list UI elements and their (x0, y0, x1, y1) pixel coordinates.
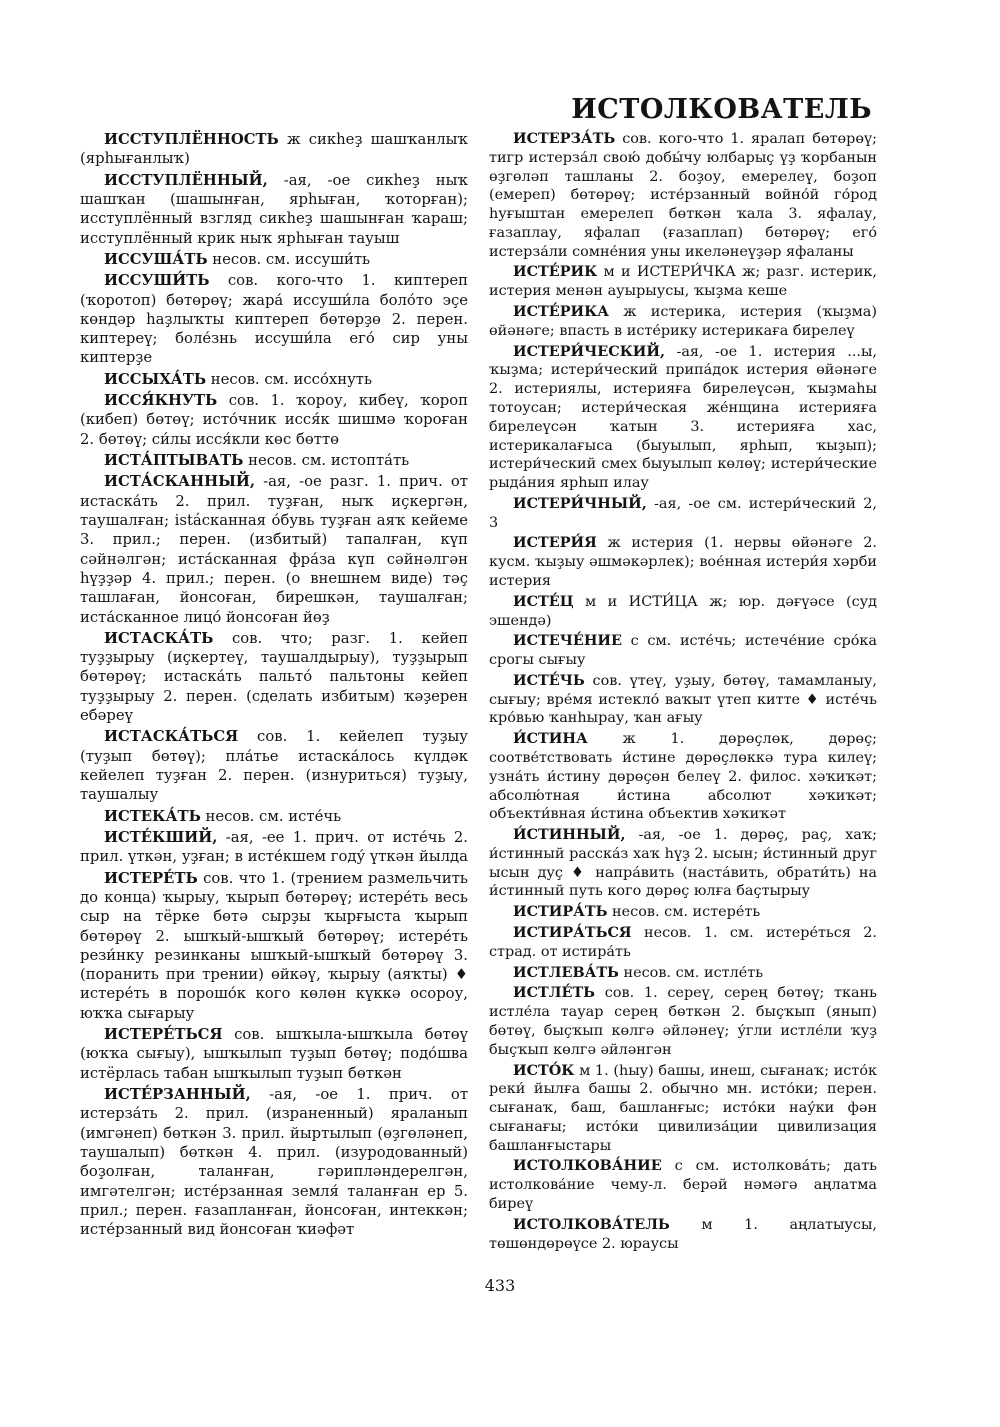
dictionary-entry (489, 903, 877, 922)
entry-headword: ИСТЕРИ́ЧЕСКИЙ, (513, 342, 666, 360)
entry-definition: -ая, -ое 1. дөрөҫ, раҫ, хаҡ; и́стинный расска́з хаҡ һүҙ 2. ысын; и́стинный друг ысын дуҫ ♦ напра́вить (наста́вить, обрати́ть) на и́стинный путь кого дөрөҫ юлға баҫтырыу (489, 827, 877, 900)
running-header: ИСТОЛКОВАТЕЛЬ (571, 94, 872, 125)
dictionary-entry (80, 869, 468, 1024)
entry-headword: ИССТУПЛЁННОСТЬ (104, 131, 279, 148)
dictionary-entry (489, 593, 877, 631)
dictionary-entry (80, 250, 468, 269)
entry-definition: несов. 1. см. истере́ться 2. страд. от истира́ть (489, 925, 877, 960)
entry-headword: ИСТО́К (513, 1061, 575, 1079)
dictionary-entry (489, 343, 877, 493)
entry-definition: м 1. (һыу) башы, инеш, сығанаҡ; исто́к реки́ йылға башы 2. обычно мн. исто́ки; перен. сығанаҡ, баш, башланғыс; исто́ки нау́ки фән сығанағы; исто́ки цивилиза́ции цивилизация башланғыстары (489, 1062, 877, 1154)
entry-headword: ИСТА́ПТЫВАТЬ (104, 452, 244, 469)
entry-definition: сов. үтеү, уҙыу, бөтөү, тамамланыу, сығыу; вре́мя истекло́ ваҡыт үтеп китте ♦ исте́чь кро́вью ҡанһырау, ҡан ағыу (489, 672, 877, 727)
entry-headword: ИСТИРА́ТЬСЯ (513, 924, 632, 942)
entry-headword: ИСТЕКА́ТЬ (104, 807, 201, 825)
entry-definition: сов. что 1. (трением размельчить до конца) ҡырыу, ҡырып бөтөрөү; истере́ть весь сыр на тёрке бөтә сырҙы ҡырғыста ҡырып бөтөрөү 2. ышҡый-ышҡый бөтөрөү; истере́ть рези́нку резинканы ышҡый-ышҡый бөтөрөү 3. (поранить при трении) өйкәү, ҡырыу (аяҡты) ♦ истере́ть в порошо́к кого көлөн күккә осороу, юҡҡа сығарыу (80, 869, 468, 1022)
entry-definition: несов. см. истере́ть (607, 904, 761, 921)
entry-definition: несов. см. иссо́хнуть (206, 370, 373, 388)
dictionary-entry (489, 964, 877, 983)
entry-definition: сов. что; разг. 1. кейеп туҙҙырыу (иҫкертеү, таушалдырыу), туҙҙырып бөтөрөү; истаска́ть пальто́ пальтоны кейеп туҙҙырыу 2. перен. (сделать избитым) ҡәҙерен ебәреү (80, 629, 468, 725)
entry-headword: ИСТЕРИ́ЧНЫЙ, (513, 494, 647, 512)
entry-headword: ИСТЕ́КШИЙ, (104, 828, 218, 846)
dictionary-entry (489, 632, 877, 670)
entry-definition: с см. исте́чь; истече́ние сро́ка срогы сығыу (489, 633, 877, 669)
entry-headword: ИСТЕЧЕ́НИЕ (513, 632, 622, 650)
dictionary-entry (489, 1157, 877, 1213)
entry-definition: несов. см. истопта́ть (243, 452, 410, 469)
entry-headword: ИССТУПЛЁННЫЙ, (104, 171, 268, 189)
entry-headword: ИСТЕ́РЗАННЫЙ, (104, 1086, 251, 1103)
dictionary-entry (489, 924, 877, 962)
dictionary-entry (80, 451, 468, 470)
entry-definition: с см. истолкова́ть; дать истолкова́ние чему-л. берәй нәмәгә аңлатма биреү (489, 1158, 877, 1212)
dictionary-entry (80, 370, 468, 389)
dictionary-entry (80, 472, 468, 627)
entry-headword: ИССЯ́КНУТЬ (104, 392, 218, 410)
dictionary-entry (80, 1025, 468, 1083)
entry-definition: ж 1. дөрөҫлөк, дөрөҫ; соотве́тствовать и́стине дөрөҫлөккә тура килеү; узна́ть и́стину дөрөҫөн белеү 2. филос. хәҡиҡәт; абсолю́тная и́стина абсолют хәҡиҡәт; объекти́вная и́стина объектив хәҡиҡәт (489, 731, 877, 823)
dictionary-entry (489, 303, 877, 341)
dictionary-entry (80, 391, 468, 449)
entry-headword: ИСТИРА́ТЬ (513, 903, 608, 921)
dictionary-entry (80, 130, 468, 169)
entry-definition: несов. см. иссуши́ть (207, 250, 371, 268)
entry-headword: И́СТИНА (513, 730, 588, 748)
entry-definition: м и ИСТЕРИ́ЧКА ж; разг. истерик, истерия менән ауырыусы, ҡыҙма кеше (489, 264, 877, 300)
entry-definition: м и ИСТИ́ЦА ж; юр. дәғүәсе (суд эшендә) (489, 593, 877, 629)
dictionary-entry (80, 271, 468, 368)
dictionary-entry (80, 807, 468, 826)
dictionary-entry (489, 130, 877, 261)
entry-definition: сов. кого-что 1. киптереп (ҡоротоп) бөтөрөү; жара́ иссуши́ла боло́то эҫе көндәр һаҙлыҡты киптереп бөтөрҙө 2. перен. киптереү; боле́знь иссуши́ла его́ сир уны киптерҙе (80, 272, 468, 367)
dictionary-entry (489, 534, 877, 590)
dictionary-entry (489, 826, 877, 901)
entry-definition: -ая, -ое 1. истерия ...ы, ҡыҙма; истери́ческий припа́док истерия өйәнәге 2. истериялы, истерияға бирелеүсән, ҡыҙмаһы тотоусан; истери́ческая же́нщина истерияға бирелеүсән ҡатын 3. истерияға хас, истерикалағыса (быуылып, ярһып, ҡыҙып); истери́ческий смех быуылып көлөү; истери́ческие рыда́ния ярһып илау (489, 343, 877, 492)
entry-headword: ИССЫХА́ТЬ (104, 370, 207, 388)
dictionary-entry (489, 263, 877, 301)
right-column (489, 130, 877, 1255)
left-column (80, 130, 468, 1242)
dictionary-entry (80, 629, 468, 726)
entry-definition: ж сикһеҙ шашҡанлыҡ (ярһығанлыҡ) (80, 131, 468, 168)
entry-headword: ИСТЕРЕ́ТЬСЯ (104, 1026, 223, 1044)
entry-headword: И́СТИННЫЙ, (513, 826, 626, 844)
entry-definition: сов. 1. ҡороу, кибеү, ҡороп (кибеп) бөтөү; исто́чник исся́к шишмә ҡороған 2. бөтөү; си́лы исся́кли көс бөттө (80, 392, 468, 448)
page-number: 433 (484, 1276, 516, 1295)
dictionary-entry (489, 730, 877, 824)
dictionary-entry (80, 828, 468, 867)
entry-headword: ИСТЕРЗА́ТЬ (513, 130, 616, 147)
entry-headword: ИСТОЛКОВА́НИЕ (513, 1157, 662, 1175)
entry-definition: -ая, -ое 1. прич. от истерза́ть 2. прил. (израненный) яраланып (имгәнеп) бөткән 3. прил. йыртылып (өҙгөләнеп, таушалып) бөткән 4. прил. (изуродованный) боҙолған, таланған, гәрипләндерелгән, имгәтелгән; исте́рзанная земля́ таланған ер 5. прил.; перен. ғазапланған, йонсоған, интеккән; исте́рзанный вид йонсоған ҡиәфәт (80, 1086, 468, 1239)
dictionary-entry (489, 984, 877, 1059)
entry-definition: -ая, -ое разг. 1. прич. от истаска́ть 2. прил. туҙған, ныҡ иҫкергән, таушалған; istáсканная о́бувь туҙған аяҡ кейеме 3. прил.; перен. (избитый) тапалған, күп сәйнәлгән; иста́сканная фра́за күп сәйнәлгән һүҙҙәр 4. прил.; перен. (о внешнем виде) тәҫ ташлаған, йонсоған, бирешкән, таушалған; иста́сканное лицо́ йонсоған йөҙ (80, 473, 468, 626)
entry-headword: ИСТЕ́ЧЬ (513, 671, 585, 689)
dictionary-entry (489, 672, 877, 728)
entry-headword: ИСТЕРЕ́ТЬ (104, 869, 198, 887)
entry-headword: ИСТЕ́Ц (513, 592, 574, 610)
entry-headword: ИСТАСКА́ТЬСЯ (104, 728, 239, 746)
entry-definition: сов. кого-что 1. яралап бөтөрөү; тигр истерза́л свою́ добы́чу юлбарыҫ үҙ ҡорбанын өҙгөләп ташланы 2. боҙоу, емерелеү, боҙоп (емереп) бөтөрөү; исте́рзанный войно́й го́род һуғыштан емерелеп бөткән ҡала 3. яфалау, ғазаплау, яфалап (ғазаплап) бөтөрөү; его́ истерза́ли сомне́ния уны икеләнеүҙәр яфаланы (489, 131, 877, 260)
dictionary-entry (80, 171, 468, 248)
entry-headword: ИСТЛЕВА́ТЬ (513, 963, 619, 981)
entry-definition: сов. 1. сереү, серең бөтөү; ткань истле́ла тауар серең бөткән 2. быҫҡып (янып) бөтөү, быҫҡып көлгә әйләнеү; у́гли истле́ли ҡуҙ быҫҡып көлгә әйләнгән (489, 985, 877, 1058)
entry-definition: -ая, -ое сикһеҙ ныҡ шашҡан (шашынған, ярһыған, ҡоторған); исступлённый взгляд сикһеҙ шашынған ҡараш; исступлённый крик ныҡ ярһыған тауыш (80, 171, 468, 247)
entry-headword: ИСТОЛКОВА́ТЕЛЬ (513, 1215, 670, 1233)
entry-definition: ж истерика, истерия (ҡыҙма) өйәнәге; впасть в исте́рику истерикаға бирелеү (489, 304, 877, 339)
entry-definition: несов. см. истле́ть (618, 964, 764, 981)
entry-headword: ИСТЕРИ́Я (513, 534, 597, 552)
entry-headword: ИСТА́СКАННЫЙ, (104, 473, 255, 491)
entry-headword: ИССУШИ́ТЬ (104, 272, 210, 290)
dictionary-entry (80, 727, 468, 804)
entry-headword: ИСТАСКА́ТЬ (104, 629, 214, 647)
dictionary-entry (489, 1062, 877, 1156)
entry-headword: ИСТЕ́РИКА (513, 303, 609, 321)
entry-definition: сов. 1. кейелеп туҙыу (туҙып бөтөү); пла́тье истаска́лось күлдәк кейелеп туҙған 2. перен. (изнуриться) туҙыу, таушалыу (80, 728, 468, 804)
dictionary-entry (489, 495, 877, 533)
entry-definition: -ая, -ее 1. прич. от исте́чь 2. прил. үткән, уҙған; в исте́кшем году́ үткән йылда (80, 828, 468, 866)
entry-headword: ИССУША́ТЬ (104, 250, 208, 268)
entry-definition: ж истерия (1. нервы өйәнәге 2. кусм. ҡыҙыу әшмәкәрлек); вое́нная истери́я хәрби истерия (489, 535, 877, 589)
entry-definition: сов. ышҡыла-ышҡыла бөтөү (юҡҡа сығыу), ышҡылып туҙып бөтөү; подо́шва истёрлась табан ышҡылып туҙып бөткән (80, 1026, 468, 1082)
entry-headword: ИСТЕ́РИК (513, 263, 598, 281)
dictionary-entry (489, 1216, 877, 1254)
entry-definition: м 1. аңлатыусы, төшөндөрөүсе 2. юраусы (489, 1216, 877, 1252)
entry-definition: -ая, -ое см. истери́ческий 2, 3 (489, 495, 877, 531)
dictionary-entry (80, 1085, 468, 1240)
entry-headword: ИСТЛЕ́ТЬ (513, 984, 596, 1002)
entry-definition: несов. см. исте́чь (200, 807, 342, 825)
